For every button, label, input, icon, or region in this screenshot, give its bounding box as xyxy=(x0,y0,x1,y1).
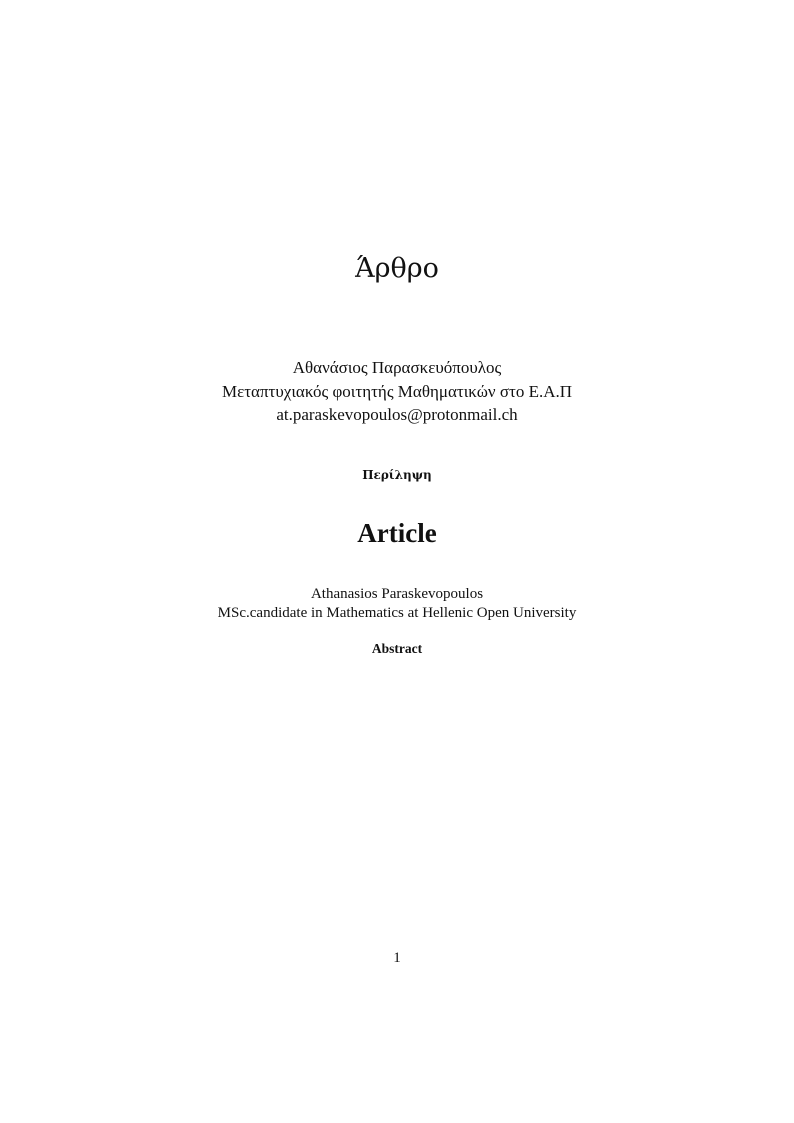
english-title: Article xyxy=(357,518,437,548)
english-abstract-heading: Abstract xyxy=(371,641,423,656)
author-email: at.paraskevopoulos@protonmail.ch xyxy=(276,405,518,424)
english-author-name: Athanasios Paraskevopoulos xyxy=(310,586,484,602)
greek-author-affiliation: Μεταπτυχιακός φοιτητής Μαθηματικών στο Ε.Α.Π xyxy=(221,382,573,401)
greek-abstract-heading: Περίληψη xyxy=(362,468,432,482)
greek-title: Άρθρο xyxy=(355,253,439,284)
page-number: 1 xyxy=(393,950,401,966)
greek-author-name: Αθανάσιος Παρασκευόπουλος xyxy=(292,358,502,377)
english-author-affiliation: MSc.candidate in Mathematics at Hellenic Open University xyxy=(217,605,577,621)
